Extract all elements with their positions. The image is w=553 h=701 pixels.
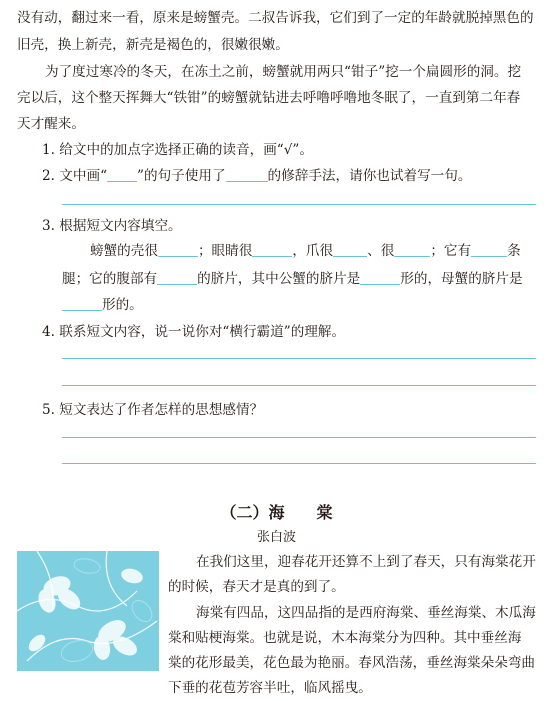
blank-navel[interactable] — [157, 270, 197, 285]
question-2-part-b: ”的句子使用了 — [137, 168, 226, 184]
question-2-part-a: 2. 文中画“ — [42, 168, 108, 184]
section2-line-2: 的时候，春天才是真的到了。 — [168, 579, 345, 595]
author-name: 张白波 — [256, 530, 296, 545]
answer-line-q5-1[interactable] — [62, 437, 536, 438]
passage-line-3: 为了度过寒冷的冬天，在冻土之前，螃蟹就用两只“钳子”挖一个扁圆形的洞。挖 — [45, 64, 522, 80]
question-3-row-1 — [90, 241, 521, 261]
question-3-row-2 — [62, 269, 523, 289]
passage-line-2: 旧壳，换上新壳，新壳是褐色的，很嫩很嫩。 — [17, 37, 289, 53]
question-3-row-3 — [62, 295, 143, 315]
question-2-part-c: 的修辞手法，请你也试着写一句。 — [267, 168, 472, 184]
q3-text-f: 条 — [507, 243, 521, 259]
section2-line-6: 下垂的花苞芳容半吐，临风摇曳。 — [168, 680, 372, 696]
passage-line-5: 天才醒来。 — [17, 116, 85, 132]
question-4: 4. 联系短文内容，说一说你对“横行霸道”的理解。 — [42, 324, 346, 340]
blank-claw-1[interactable] — [333, 242, 367, 257]
blank-eyes[interactable] — [252, 242, 292, 257]
q3-text-j: 形的。 — [102, 297, 143, 313]
answer-line-q5-2[interactable] — [62, 463, 536, 464]
section2-line-1: 在我们这里，迎春花开还算不上到了春天，只有海棠花开 — [196, 554, 536, 570]
question-5: 5. 短文表达了作者怎样的思想感情？ — [42, 402, 264, 418]
section2-line-4: 棠和贴梗海棠。也就是说，木本海棠分为四种。其中垂丝海 — [168, 630, 522, 646]
q3-text-e: ；它有 — [430, 243, 472, 259]
q3-text-d: 、很 — [367, 243, 395, 259]
blank-female-shape[interactable] — [62, 296, 102, 311]
passage-line-1: 没有动，翻过来一看，原来是螃蟹壳。二叔告诉我，它们到了一定的年龄就脱掉黑色的 — [17, 10, 534, 26]
blank-legs[interactable] — [471, 242, 507, 257]
answer-line-q4-1[interactable] — [62, 358, 536, 359]
blank-male-shape[interactable] — [360, 270, 400, 285]
answer-line-q2[interactable] — [62, 204, 536, 205]
section2-line-3: 海棠有四品，这四品指的是西府海棠、垂丝海棠、木瓜海 — [196, 605, 536, 621]
question-3: 3. 根据短文内容填空。 — [42, 218, 182, 234]
q3-text-c: ，爪很 — [292, 243, 334, 259]
underline-sample — [107, 167, 137, 182]
q3-text-a: 螃蟹的壳很 — [90, 243, 158, 259]
question-2 — [42, 166, 471, 186]
q3-text-b: ；眼睛很 — [197, 243, 253, 259]
passage-line-4: 完以后，这个整天挥舞大“铁钳”的螃蟹就钻进去呼噜呼噜地冬眠了，一直到第二年春 — [17, 90, 521, 106]
blank-shell[interactable] — [158, 242, 198, 257]
begonia-flower-illustration — [17, 551, 159, 671]
section2-line-5: 棠的花形最美，花色最为艳丽。春风浩荡，垂丝海棠朵朵弯曲 — [168, 655, 536, 671]
q3-text-g: 腿；它的腹部有 — [62, 271, 158, 287]
q3-text-i: 形的，母蟹的脐片是 — [400, 271, 523, 287]
section-title: （二）海 棠 — [220, 503, 333, 522]
blank-claw-2[interactable] — [394, 242, 430, 257]
answer-blank-rhetoric[interactable] — [226, 167, 268, 182]
q3-text-h: 的脐片，其中公蟹的脐片是 — [197, 271, 361, 287]
answer-line-q4-2[interactable] — [62, 385, 536, 386]
question-1: 1. 给文中的加点字选择正确的读音，画“√”。 — [42, 142, 313, 158]
